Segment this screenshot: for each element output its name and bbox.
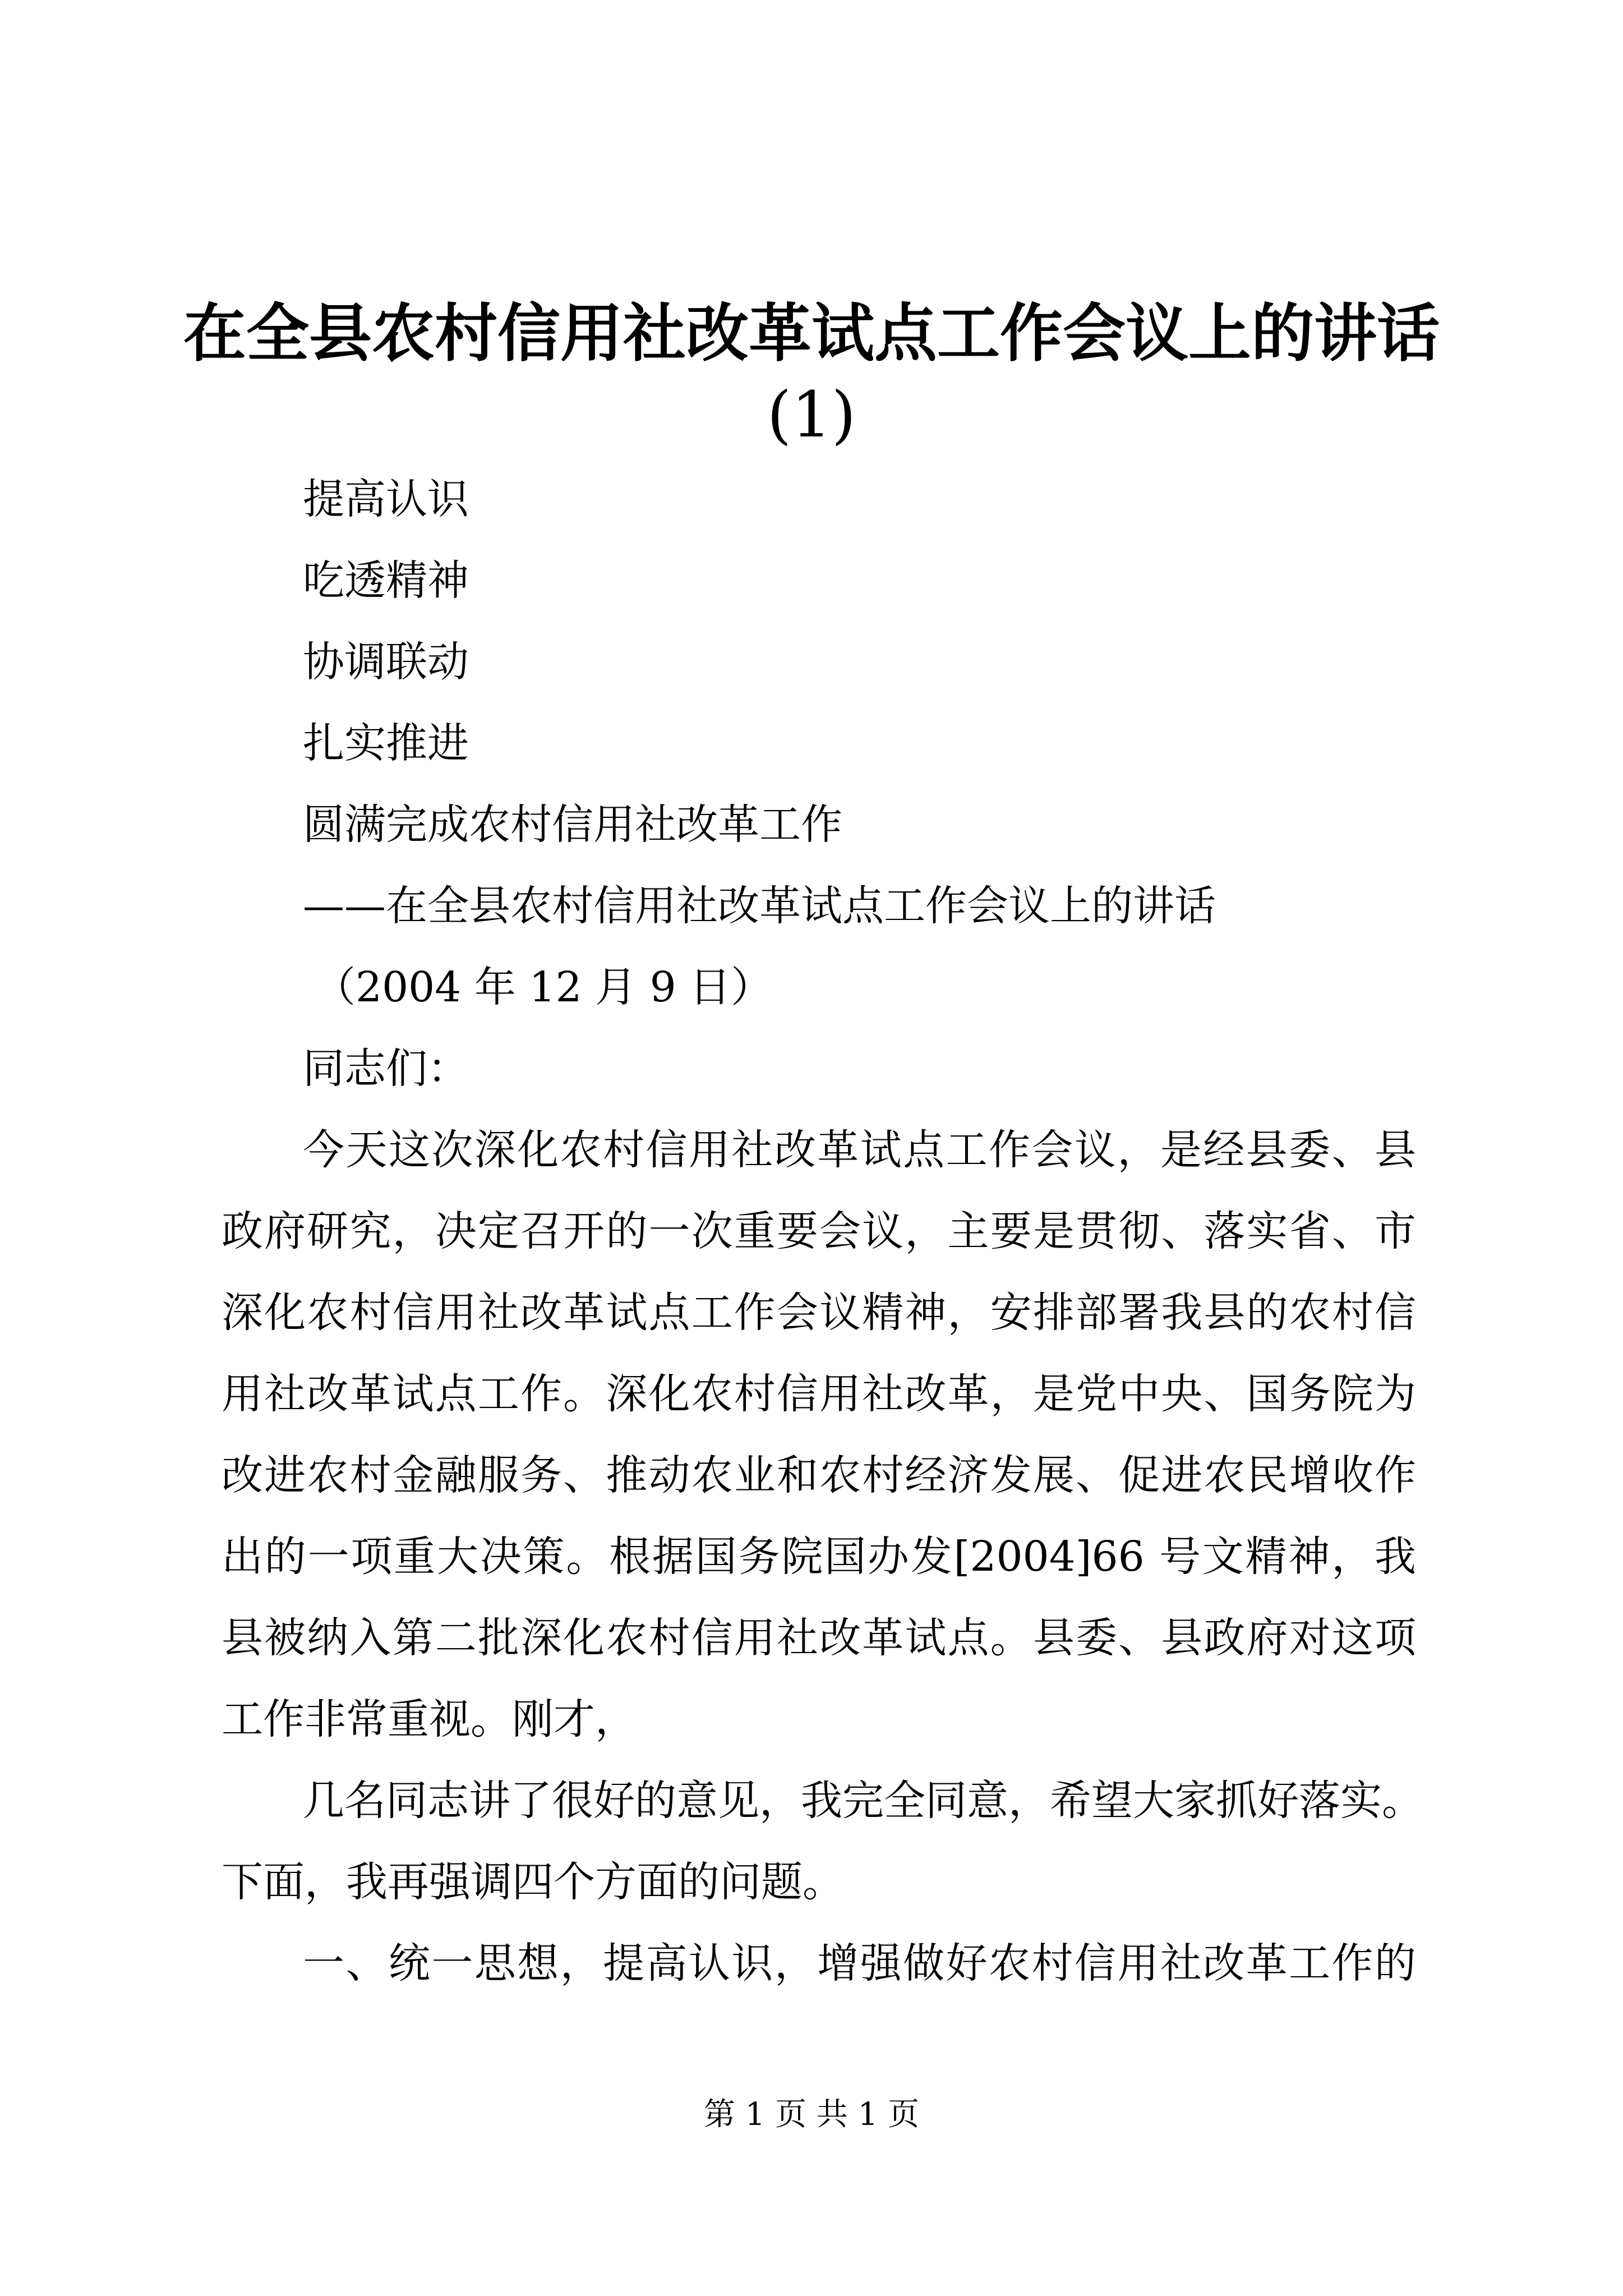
document-title-suffix: (1) <box>767 379 856 452</box>
paragraph-line: 今天这次深化农村信用社改革试点工作会议，是经县委、县 <box>303 1126 1416 1174</box>
heading-line: 吃透精神 <box>303 556 469 605</box>
subtitle-line: ——在全县农村信用社改革试点工作会议上的讲话 <box>303 882 1216 930</box>
paragraph-line: 出的一项重大决策。根据国务院国办发[2004]66 号文精神，我 <box>222 1533 1416 1581</box>
date-line: （2004 年 12 月 9 日） <box>314 963 773 1011</box>
document-title: 在全县农村信用社改革试点工作会议上的讲话 <box>183 297 1440 370</box>
heading-line: 扎实推进 <box>303 719 469 767</box>
paragraph-line: 用社改革试点工作。深化农村信用社改革，是党中央、国务院为 <box>222 1370 1416 1418</box>
paragraph-line: 深化农村信用社改革试点工作会议精神，安排部署我县的农村信 <box>222 1289 1416 1337</box>
paragraph-line: 几名同志讲了很好的意见，我完全同意，希望大家抓好落实。 <box>303 1777 1423 1825</box>
paragraph-line: 政府研究，决定召开的一次重要会议，主要是贯彻、落实省、市 <box>222 1207 1416 1255</box>
paragraph-line: 下面，我再强调四个方面的问题。 <box>222 1858 844 1906</box>
heading-line: 协调联动 <box>303 638 469 686</box>
paragraph-line: 县被纳入第二批深化农村信用社改革试点。县委、县政府对这项 <box>222 1614 1416 1662</box>
paragraph-line: 改进农村金融服务、推动农业和农村经济发展、促进农民增收作 <box>222 1451 1416 1499</box>
page-footer: 第 1 页 共 1 页 <box>703 2096 920 2133</box>
paragraph-line: 一、统一思想，提高认识，增强做好农村信用社改革工作的 <box>303 1939 1416 1987</box>
paragraph-line: 工作非常重视。刚才， <box>222 1695 637 1743</box>
salutation: 同志们： <box>303 1045 469 1093</box>
heading-line: 圆满完成农村信用社改革工作 <box>303 800 842 849</box>
heading-line: 提高认识 <box>303 475 469 523</box>
